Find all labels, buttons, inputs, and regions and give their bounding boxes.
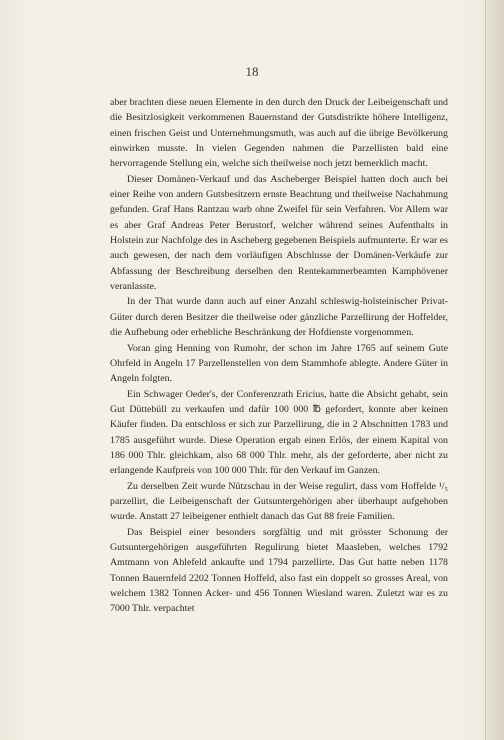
page-gutter <box>485 0 504 740</box>
paragraph-5: Ein Schwager Oeder's, der Conferenzrath Ericius, hatte die Absicht gehabt, sein Gut Düttebüll zu verkaufen und dafür 100 000 ℔ gefordert, konnte aber keinen Käufer finden. Da entschloss er sich zur Parzellirung, die in 2 Abschnitten 1783 und 1785 ausgeführt wurde. Diese Operation ergab einen Erlös, der einem Kapital von 186 000 Thlr. gleichkam, also 68 000 Thlr. mehr, als der geforderte, aber nicht zu erlangende Kaufpreis von 100 000 Thlr. für den Verkauf im Ganzen. <box>110 388 448 477</box>
paragraph-6: Zu derselben Zeit wurde Nützschau in der Weise regulirt, dass vom Hoffelde ¹/₅ parzellirt, die Leibeigenschaft der Gutsuntergehörigen aber überhaupt aufgehoben wurde. Anstatt 27 leibeigener enthielt danach das Gut 88 freie Familien. <box>110 480 448 523</box>
paragraph-3: In der That wurde dann auch auf einer Anzahl schleswig-holsteinischer Privat-Güter durch deren Besitzer die theilweise oder gänzliche Parzellirung der Hoffelder, die Aufhebung oder erhebliche Beschränkung der Hofdienste vorgenommen. <box>110 296 448 339</box>
body-text <box>110 95 448 617</box>
paragraph-2: Dieser Domänen-Verkauf und das Ascheberger Beispiel hatten doch auch bei einer Reihe von andern Gutsbesitzern ernste Beachtung und theilweise Nachahmung gefunden. Graf Hans Rantzau warb ohne Zweifel für sein Verfahren. Vor Allem war es aber Graf Andreas Peter Berustorf, welcher während seines Aufenthalts in Holstein zur Nachfolge des in Ascheberg gegebenen Beispiels aufmunterte. Er war es auch gewesen, der nach dem vorläufigen Abschlusse der Domänen-Verkäufe zur Abfassung der Beschreibung derselben den Rentekammerbeamten Kamphövener veranlasste. <box>110 173 448 293</box>
paragraph-7: Das Beispiel einer besonders sorgfältig und mit grösster Schonung der Gutsuntergehörigen ausgeführten Regulirung bietet Maasleben, welches 1792 Amtmann von Ahlefeld ankaufte und 1794 parzellirte. Das Gut hatte neben 1178 Tonnen Bauernfeld 2202 Tonnen Hoffeld, also fast ein doppelt so grosses Areal, von welchem 1382 Tonnen Acker- und 456 Tonnen Wiesland waren. Zuletzt war es zu 7000 Thlr. verpachtet <box>110 526 448 615</box>
paragraph-1: aber brachten diese neuen Elemente in den durch den Druck der Leibeigenschaft und die Besitzlosigkeit verkommenen Bauernstand der Gutsdistrikte höhere Intelligenz, einen frischen Geist und Unternehmungsmuth, was auch auf die übrige Bevölkerung einwirken musste. In vielen Gegenden nahmen die Parzellisten bald eine hervorragende Stellung ein, welche sich theilweise noch jetzt bemerklich macht. <box>110 97 448 170</box>
page-number: 18 <box>245 64 259 79</box>
paragraph-4: Voran ging Henning von Rumohr, der schon im Jahre 1765 auf seinem Gute Ohrfeld in Angeln 17 Parzellenstellen von dem Stammhofe ablegte. Andere Güter in Angeln folgten. <box>110 342 448 385</box>
